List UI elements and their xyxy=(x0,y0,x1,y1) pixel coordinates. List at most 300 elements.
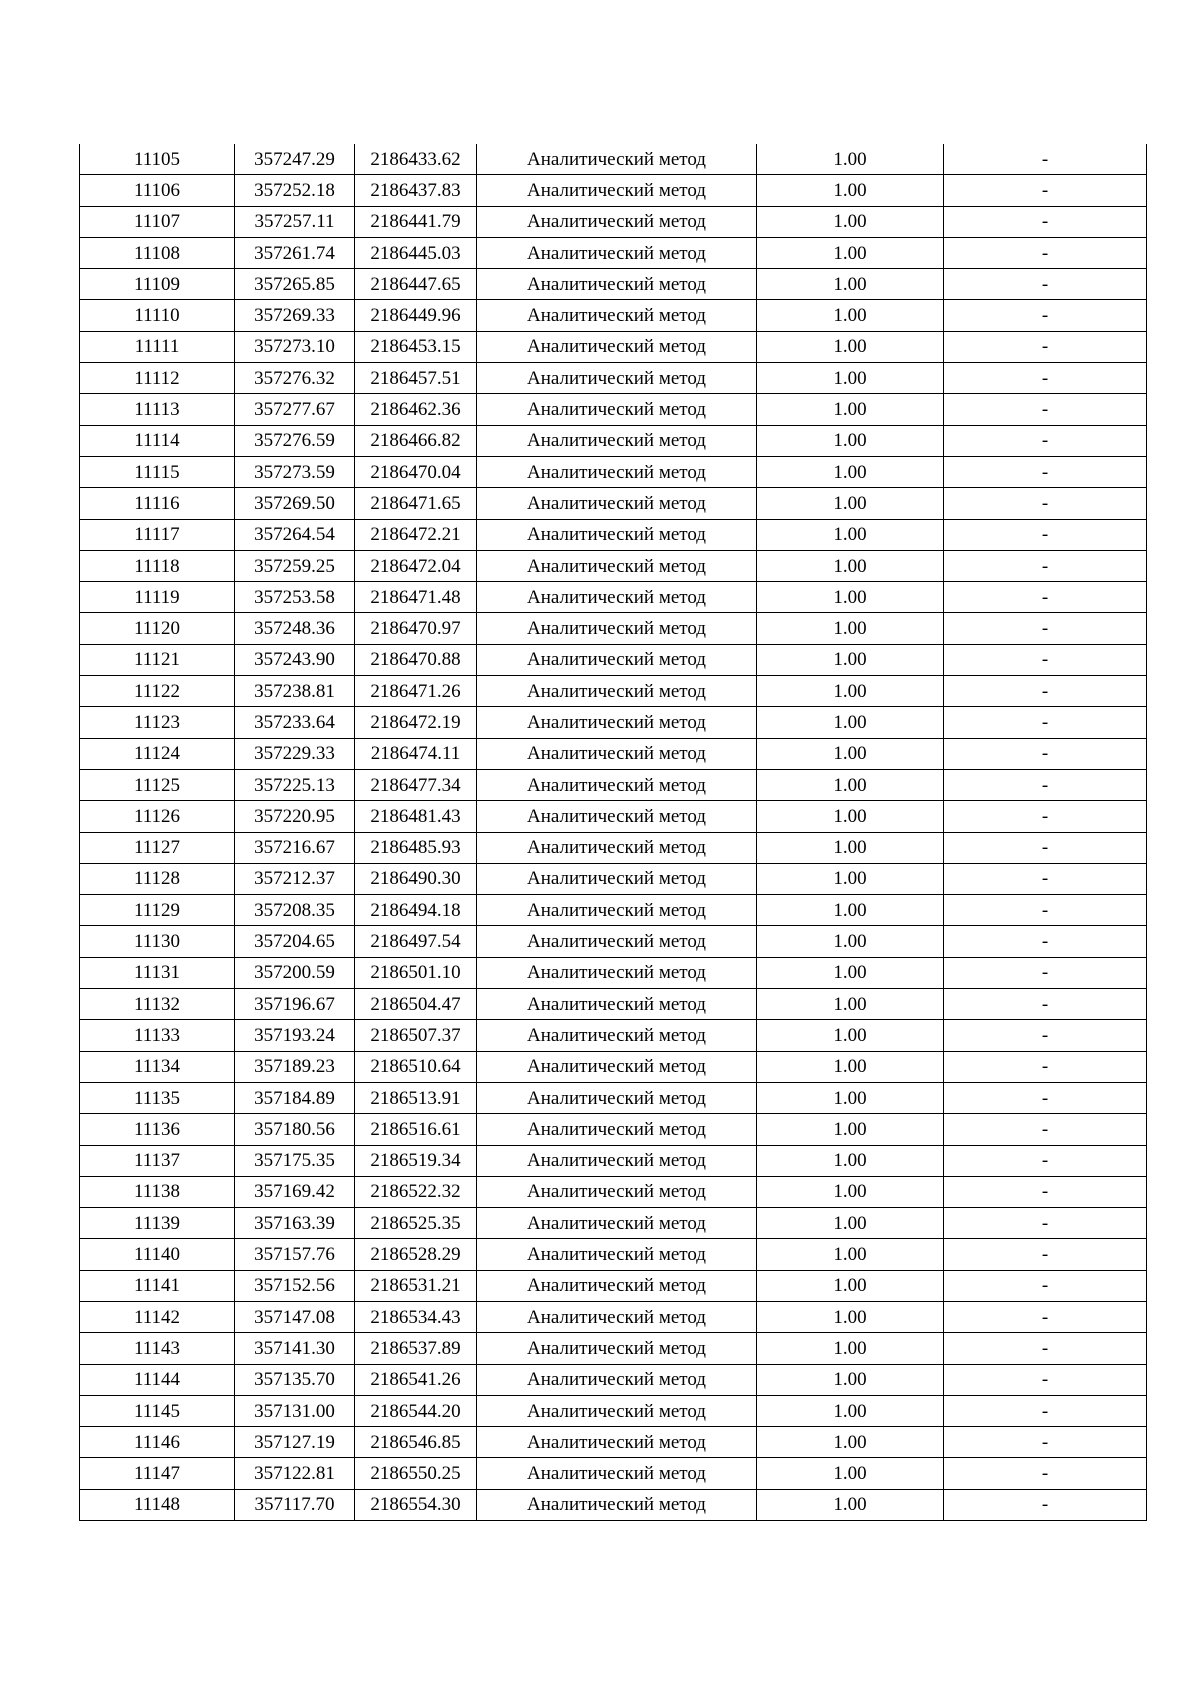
accuracy-cell: 1.00 xyxy=(757,1301,944,1332)
y-coordinate-cell: 2186537.89 xyxy=(355,1333,477,1364)
note-cell: - xyxy=(944,1333,1147,1364)
point-number-cell: 11145 xyxy=(80,1395,235,1426)
table-row xyxy=(80,769,1147,800)
y-coordinate-cell: 2186437.83 xyxy=(355,175,477,206)
table-row xyxy=(80,1489,1147,1520)
x-coordinate-cell: 357193.24 xyxy=(235,1020,355,1051)
y-coordinate-cell: 2186445.03 xyxy=(355,237,477,268)
point-number-cell: 11114 xyxy=(80,425,235,456)
method-cell: Аналитический метод xyxy=(477,1333,757,1364)
note-cell: - xyxy=(944,456,1147,487)
point-number-cell: 11130 xyxy=(80,926,235,957)
x-coordinate-cell: 357147.08 xyxy=(235,1301,355,1332)
note-cell: - xyxy=(944,676,1147,707)
accuracy-cell: 1.00 xyxy=(757,738,944,769)
y-coordinate-cell: 2186470.88 xyxy=(355,644,477,675)
note-cell: - xyxy=(944,1145,1147,1176)
note-cell: - xyxy=(944,1395,1147,1426)
x-coordinate-cell: 357264.54 xyxy=(235,519,355,550)
accuracy-cell: 1.00 xyxy=(757,1051,944,1082)
note-cell: - xyxy=(944,832,1147,863)
y-coordinate-cell: 2186470.04 xyxy=(355,456,477,487)
accuracy-cell: 1.00 xyxy=(757,769,944,800)
point-number-cell: 11112 xyxy=(80,363,235,394)
point-number-cell: 11116 xyxy=(80,488,235,519)
point-number-cell: 11142 xyxy=(80,1301,235,1332)
x-coordinate-cell: 357184.89 xyxy=(235,1082,355,1113)
point-number-cell: 11147 xyxy=(80,1458,235,1489)
accuracy-cell: 1.00 xyxy=(757,144,944,175)
accuracy-cell: 1.00 xyxy=(757,363,944,394)
table-row xyxy=(80,1395,1147,1426)
method-cell: Аналитический метод xyxy=(477,1051,757,1082)
x-coordinate-cell: 357169.42 xyxy=(235,1176,355,1207)
y-coordinate-cell: 2186534.43 xyxy=(355,1301,477,1332)
method-cell: Аналитический метод xyxy=(477,1270,757,1301)
method-cell: Аналитический метод xyxy=(477,1364,757,1395)
point-number-cell: 11107 xyxy=(80,206,235,237)
note-cell: - xyxy=(944,1020,1147,1051)
table-row xyxy=(80,425,1147,456)
table-row xyxy=(80,363,1147,394)
table-row xyxy=(80,1176,1147,1207)
table-row xyxy=(80,1020,1147,1051)
accuracy-cell: 1.00 xyxy=(757,1395,944,1426)
accuracy-cell: 1.00 xyxy=(757,1176,944,1207)
method-cell: Аналитический метод xyxy=(477,269,757,300)
table-row xyxy=(80,1239,1147,1270)
x-coordinate-cell: 357189.23 xyxy=(235,1051,355,1082)
method-cell: Аналитический метод xyxy=(477,1301,757,1332)
note-cell: - xyxy=(944,989,1147,1020)
y-coordinate-cell: 2186501.10 xyxy=(355,957,477,988)
method-cell: Аналитический метод xyxy=(477,331,757,362)
y-coordinate-cell: 2186516.61 xyxy=(355,1114,477,1145)
point-number-cell: 11119 xyxy=(80,582,235,613)
point-number-cell: 11141 xyxy=(80,1270,235,1301)
x-coordinate-cell: 357259.25 xyxy=(235,550,355,581)
accuracy-cell: 1.00 xyxy=(757,582,944,613)
accuracy-cell: 1.00 xyxy=(757,707,944,738)
point-number-cell: 11140 xyxy=(80,1239,235,1270)
accuracy-cell: 1.00 xyxy=(757,394,944,425)
x-coordinate-cell: 357196.67 xyxy=(235,989,355,1020)
point-number-cell: 11115 xyxy=(80,456,235,487)
note-cell: - xyxy=(944,926,1147,957)
y-coordinate-cell: 2186477.34 xyxy=(355,769,477,800)
accuracy-cell: 1.00 xyxy=(757,1208,944,1239)
point-number-cell: 11123 xyxy=(80,707,235,738)
table-row xyxy=(80,613,1147,644)
note-cell: - xyxy=(944,707,1147,738)
x-coordinate-cell: 357276.59 xyxy=(235,425,355,456)
table-row xyxy=(80,989,1147,1020)
note-cell: - xyxy=(944,644,1147,675)
note-cell: - xyxy=(944,1427,1147,1458)
method-cell: Аналитический метод xyxy=(477,1082,757,1113)
x-coordinate-cell: 357233.64 xyxy=(235,707,355,738)
note-cell: - xyxy=(944,363,1147,394)
accuracy-cell: 1.00 xyxy=(757,1239,944,1270)
y-coordinate-cell: 2186544.20 xyxy=(355,1395,477,1426)
note-cell: - xyxy=(944,613,1147,644)
table-row xyxy=(80,1208,1147,1239)
method-cell: Аналитический метод xyxy=(477,895,757,926)
table-row xyxy=(80,519,1147,550)
y-coordinate-cell: 2186471.65 xyxy=(355,488,477,519)
point-number-cell: 11144 xyxy=(80,1364,235,1395)
table-row xyxy=(80,300,1147,331)
table-row xyxy=(80,707,1147,738)
note-cell: - xyxy=(944,269,1147,300)
point-number-cell: 11148 xyxy=(80,1489,235,1520)
x-coordinate-cell: 357269.33 xyxy=(235,300,355,331)
accuracy-cell: 1.00 xyxy=(757,1364,944,1395)
point-number-cell: 11122 xyxy=(80,676,235,707)
accuracy-cell: 1.00 xyxy=(757,1114,944,1145)
table-row xyxy=(80,1301,1147,1332)
method-cell: Аналитический метод xyxy=(477,1114,757,1145)
x-coordinate-cell: 357212.37 xyxy=(235,863,355,894)
y-coordinate-cell: 2186453.15 xyxy=(355,331,477,362)
table-row xyxy=(80,832,1147,863)
table-row xyxy=(80,582,1147,613)
point-number-cell: 11121 xyxy=(80,644,235,675)
note-cell: - xyxy=(944,1364,1147,1395)
method-cell: Аналитический метод xyxy=(477,550,757,581)
table-row xyxy=(80,863,1147,894)
x-coordinate-cell: 357273.10 xyxy=(235,331,355,362)
x-coordinate-cell: 357204.65 xyxy=(235,926,355,957)
point-number-cell: 11105 xyxy=(80,144,235,175)
method-cell: Аналитический метод xyxy=(477,394,757,425)
x-coordinate-cell: 357200.59 xyxy=(235,957,355,988)
accuracy-cell: 1.00 xyxy=(757,957,944,988)
y-coordinate-cell: 2186457.51 xyxy=(355,363,477,394)
y-coordinate-cell: 2186474.11 xyxy=(355,738,477,769)
y-coordinate-cell: 2186447.65 xyxy=(355,269,477,300)
x-coordinate-cell: 357127.19 xyxy=(235,1427,355,1458)
x-coordinate-cell: 357225.13 xyxy=(235,769,355,800)
x-coordinate-cell: 357243.90 xyxy=(235,644,355,675)
note-cell: - xyxy=(944,895,1147,926)
y-coordinate-cell: 2186510.64 xyxy=(355,1051,477,1082)
coordinates-table-body xyxy=(80,144,1147,1521)
y-coordinate-cell: 2186485.93 xyxy=(355,832,477,863)
x-coordinate-cell: 357252.18 xyxy=(235,175,355,206)
method-cell: Аналитический метод xyxy=(477,769,757,800)
y-coordinate-cell: 2186504.47 xyxy=(355,989,477,1020)
y-coordinate-cell: 2186528.29 xyxy=(355,1239,477,1270)
accuracy-cell: 1.00 xyxy=(757,1489,944,1520)
y-coordinate-cell: 2186466.82 xyxy=(355,425,477,456)
table-row xyxy=(80,237,1147,268)
method-cell: Аналитический метод xyxy=(477,644,757,675)
x-coordinate-cell: 357261.74 xyxy=(235,237,355,268)
note-cell: - xyxy=(944,331,1147,362)
note-cell: - xyxy=(944,1208,1147,1239)
table-row xyxy=(80,738,1147,769)
note-cell: - xyxy=(944,582,1147,613)
y-coordinate-cell: 2186472.19 xyxy=(355,707,477,738)
method-cell: Аналитический метод xyxy=(477,801,757,832)
table-row xyxy=(80,331,1147,362)
note-cell: - xyxy=(944,801,1147,832)
accuracy-cell: 1.00 xyxy=(757,895,944,926)
x-coordinate-cell: 357175.35 xyxy=(235,1145,355,1176)
y-coordinate-cell: 2186471.26 xyxy=(355,676,477,707)
table-row xyxy=(80,1051,1147,1082)
x-coordinate-cell: 357247.29 xyxy=(235,144,355,175)
y-coordinate-cell: 2186541.26 xyxy=(355,1364,477,1395)
method-cell: Аналитический метод xyxy=(477,676,757,707)
table-row xyxy=(80,206,1147,237)
x-coordinate-cell: 357208.35 xyxy=(235,895,355,926)
table-row xyxy=(80,144,1147,175)
accuracy-cell: 1.00 xyxy=(757,644,944,675)
note-cell: - xyxy=(944,1270,1147,1301)
method-cell: Аналитический метод xyxy=(477,425,757,456)
y-coordinate-cell: 2186433.62 xyxy=(355,144,477,175)
accuracy-cell: 1.00 xyxy=(757,832,944,863)
point-number-cell: 11117 xyxy=(80,519,235,550)
x-coordinate-cell: 357238.81 xyxy=(235,676,355,707)
accuracy-cell: 1.00 xyxy=(757,676,944,707)
note-cell: - xyxy=(944,1301,1147,1332)
accuracy-cell: 1.00 xyxy=(757,456,944,487)
x-coordinate-cell: 357248.36 xyxy=(235,613,355,644)
note-cell: - xyxy=(944,1082,1147,1113)
table-row xyxy=(80,175,1147,206)
accuracy-cell: 1.00 xyxy=(757,863,944,894)
accuracy-cell: 1.00 xyxy=(757,331,944,362)
method-cell: Аналитический метод xyxy=(477,237,757,268)
note-cell: - xyxy=(944,1489,1147,1520)
x-coordinate-cell: 357273.59 xyxy=(235,456,355,487)
method-cell: Аналитический метод xyxy=(477,1208,757,1239)
x-coordinate-cell: 357276.32 xyxy=(235,363,355,394)
table-row xyxy=(80,488,1147,519)
point-number-cell: 11131 xyxy=(80,957,235,988)
note-cell: - xyxy=(944,550,1147,581)
note-cell: - xyxy=(944,206,1147,237)
x-coordinate-cell: 357131.00 xyxy=(235,1395,355,1426)
note-cell: - xyxy=(944,863,1147,894)
table-row xyxy=(80,895,1147,926)
accuracy-cell: 1.00 xyxy=(757,926,944,957)
method-cell: Аналитический метод xyxy=(477,863,757,894)
note-cell: - xyxy=(944,519,1147,550)
accuracy-cell: 1.00 xyxy=(757,425,944,456)
x-coordinate-cell: 357253.58 xyxy=(235,582,355,613)
table-row xyxy=(80,801,1147,832)
accuracy-cell: 1.00 xyxy=(757,1082,944,1113)
table-row xyxy=(80,269,1147,300)
x-coordinate-cell: 357135.70 xyxy=(235,1364,355,1395)
point-number-cell: 11139 xyxy=(80,1208,235,1239)
table-row xyxy=(80,1333,1147,1364)
method-cell: Аналитический метод xyxy=(477,989,757,1020)
x-coordinate-cell: 357163.39 xyxy=(235,1208,355,1239)
method-cell: Аналитический метод xyxy=(477,1458,757,1489)
y-coordinate-cell: 2186554.30 xyxy=(355,1489,477,1520)
point-number-cell: 11143 xyxy=(80,1333,235,1364)
y-coordinate-cell: 2186546.85 xyxy=(355,1427,477,1458)
point-number-cell: 11109 xyxy=(80,269,235,300)
table-row xyxy=(80,394,1147,425)
method-cell: Аналитический метод xyxy=(477,957,757,988)
method-cell: Аналитический метод xyxy=(477,1427,757,1458)
accuracy-cell: 1.00 xyxy=(757,550,944,581)
coordinates-table xyxy=(79,144,1147,1521)
point-number-cell: 11132 xyxy=(80,989,235,1020)
point-number-cell: 11120 xyxy=(80,613,235,644)
y-coordinate-cell: 2186531.21 xyxy=(355,1270,477,1301)
method-cell: Аналитический метод xyxy=(477,1145,757,1176)
note-cell: - xyxy=(944,488,1147,519)
method-cell: Аналитический метод xyxy=(477,488,757,519)
table-row xyxy=(80,1427,1147,1458)
y-coordinate-cell: 2186449.96 xyxy=(355,300,477,331)
note-cell: - xyxy=(944,1114,1147,1145)
table-row xyxy=(80,957,1147,988)
table-row xyxy=(80,456,1147,487)
x-coordinate-cell: 357157.76 xyxy=(235,1239,355,1270)
method-cell: Аналитический метод xyxy=(477,363,757,394)
method-cell: Аналитический метод xyxy=(477,738,757,769)
accuracy-cell: 1.00 xyxy=(757,237,944,268)
accuracy-cell: 1.00 xyxy=(757,1458,944,1489)
note-cell: - xyxy=(944,738,1147,769)
y-coordinate-cell: 2186471.48 xyxy=(355,582,477,613)
accuracy-cell: 1.00 xyxy=(757,1333,944,1364)
accuracy-cell: 1.00 xyxy=(757,206,944,237)
method-cell: Аналитический метод xyxy=(477,1489,757,1520)
accuracy-cell: 1.00 xyxy=(757,801,944,832)
method-cell: Аналитический метод xyxy=(477,456,757,487)
table-row xyxy=(80,1145,1147,1176)
y-coordinate-cell: 2186513.91 xyxy=(355,1082,477,1113)
x-coordinate-cell: 357180.56 xyxy=(235,1114,355,1145)
x-coordinate-cell: 357269.50 xyxy=(235,488,355,519)
method-cell: Аналитический метод xyxy=(477,1176,757,1207)
accuracy-cell: 1.00 xyxy=(757,1020,944,1051)
accuracy-cell: 1.00 xyxy=(757,488,944,519)
y-coordinate-cell: 2186472.04 xyxy=(355,550,477,581)
note-cell: - xyxy=(944,425,1147,456)
table-row xyxy=(80,1270,1147,1301)
point-number-cell: 11137 xyxy=(80,1145,235,1176)
method-cell: Аналитический метод xyxy=(477,832,757,863)
x-coordinate-cell: 357216.67 xyxy=(235,832,355,863)
note-cell: - xyxy=(944,769,1147,800)
method-cell: Аналитический метод xyxy=(477,1395,757,1426)
y-coordinate-cell: 2186550.25 xyxy=(355,1458,477,1489)
x-coordinate-cell: 357257.11 xyxy=(235,206,355,237)
note-cell: - xyxy=(944,394,1147,425)
y-coordinate-cell: 2186522.32 xyxy=(355,1176,477,1207)
note-cell: - xyxy=(944,1239,1147,1270)
x-coordinate-cell: 357220.95 xyxy=(235,801,355,832)
method-cell: Аналитический метод xyxy=(477,926,757,957)
table-row xyxy=(80,1458,1147,1489)
y-coordinate-cell: 2186462.36 xyxy=(355,394,477,425)
y-coordinate-cell: 2186519.34 xyxy=(355,1145,477,1176)
accuracy-cell: 1.00 xyxy=(757,1270,944,1301)
table-row xyxy=(80,550,1147,581)
method-cell: Аналитический метод xyxy=(477,144,757,175)
point-number-cell: 11106 xyxy=(80,175,235,206)
point-number-cell: 11110 xyxy=(80,300,235,331)
x-coordinate-cell: 357122.81 xyxy=(235,1458,355,1489)
method-cell: Аналитический метод xyxy=(477,613,757,644)
x-coordinate-cell: 357152.56 xyxy=(235,1270,355,1301)
point-number-cell: 11124 xyxy=(80,738,235,769)
point-number-cell: 11127 xyxy=(80,832,235,863)
accuracy-cell: 1.00 xyxy=(757,269,944,300)
point-number-cell: 11138 xyxy=(80,1176,235,1207)
note-cell: - xyxy=(944,1051,1147,1082)
accuracy-cell: 1.00 xyxy=(757,175,944,206)
y-coordinate-cell: 2186494.18 xyxy=(355,895,477,926)
table-row xyxy=(80,1082,1147,1113)
accuracy-cell: 1.00 xyxy=(757,1145,944,1176)
y-coordinate-cell: 2186507.37 xyxy=(355,1020,477,1051)
table-row xyxy=(80,676,1147,707)
note-cell: - xyxy=(944,300,1147,331)
note-cell: - xyxy=(944,1458,1147,1489)
table-row xyxy=(80,1114,1147,1145)
point-number-cell: 11125 xyxy=(80,769,235,800)
y-coordinate-cell: 2186481.43 xyxy=(355,801,477,832)
method-cell: Аналитический метод xyxy=(477,707,757,738)
point-number-cell: 11111 xyxy=(80,331,235,362)
point-number-cell: 11134 xyxy=(80,1051,235,1082)
point-number-cell: 11133 xyxy=(80,1020,235,1051)
point-number-cell: 11146 xyxy=(80,1427,235,1458)
method-cell: Аналитический метод xyxy=(477,1020,757,1051)
x-coordinate-cell: 357117.70 xyxy=(235,1489,355,1520)
accuracy-cell: 1.00 xyxy=(757,613,944,644)
method-cell: Аналитический метод xyxy=(477,206,757,237)
x-coordinate-cell: 357265.85 xyxy=(235,269,355,300)
y-coordinate-cell: 2186490.30 xyxy=(355,863,477,894)
y-coordinate-cell: 2186441.79 xyxy=(355,206,477,237)
method-cell: Аналитический метод xyxy=(477,175,757,206)
point-number-cell: 11135 xyxy=(80,1082,235,1113)
table-row xyxy=(80,1364,1147,1395)
y-coordinate-cell: 2186525.35 xyxy=(355,1208,477,1239)
x-coordinate-cell: 357277.67 xyxy=(235,394,355,425)
x-coordinate-cell: 357141.30 xyxy=(235,1333,355,1364)
point-number-cell: 11126 xyxy=(80,801,235,832)
x-coordinate-cell: 357229.33 xyxy=(235,738,355,769)
point-number-cell: 11118 xyxy=(80,550,235,581)
accuracy-cell: 1.00 xyxy=(757,989,944,1020)
note-cell: - xyxy=(944,957,1147,988)
y-coordinate-cell: 2186497.54 xyxy=(355,926,477,957)
point-number-cell: 11136 xyxy=(80,1114,235,1145)
table-row xyxy=(80,644,1147,675)
method-cell: Аналитический метод xyxy=(477,519,757,550)
point-number-cell: 11113 xyxy=(80,394,235,425)
method-cell: Аналитический метод xyxy=(477,300,757,331)
table-row xyxy=(80,926,1147,957)
note-cell: - xyxy=(944,1176,1147,1207)
y-coordinate-cell: 2186472.21 xyxy=(355,519,477,550)
note-cell: - xyxy=(944,237,1147,268)
note-cell: - xyxy=(944,175,1147,206)
